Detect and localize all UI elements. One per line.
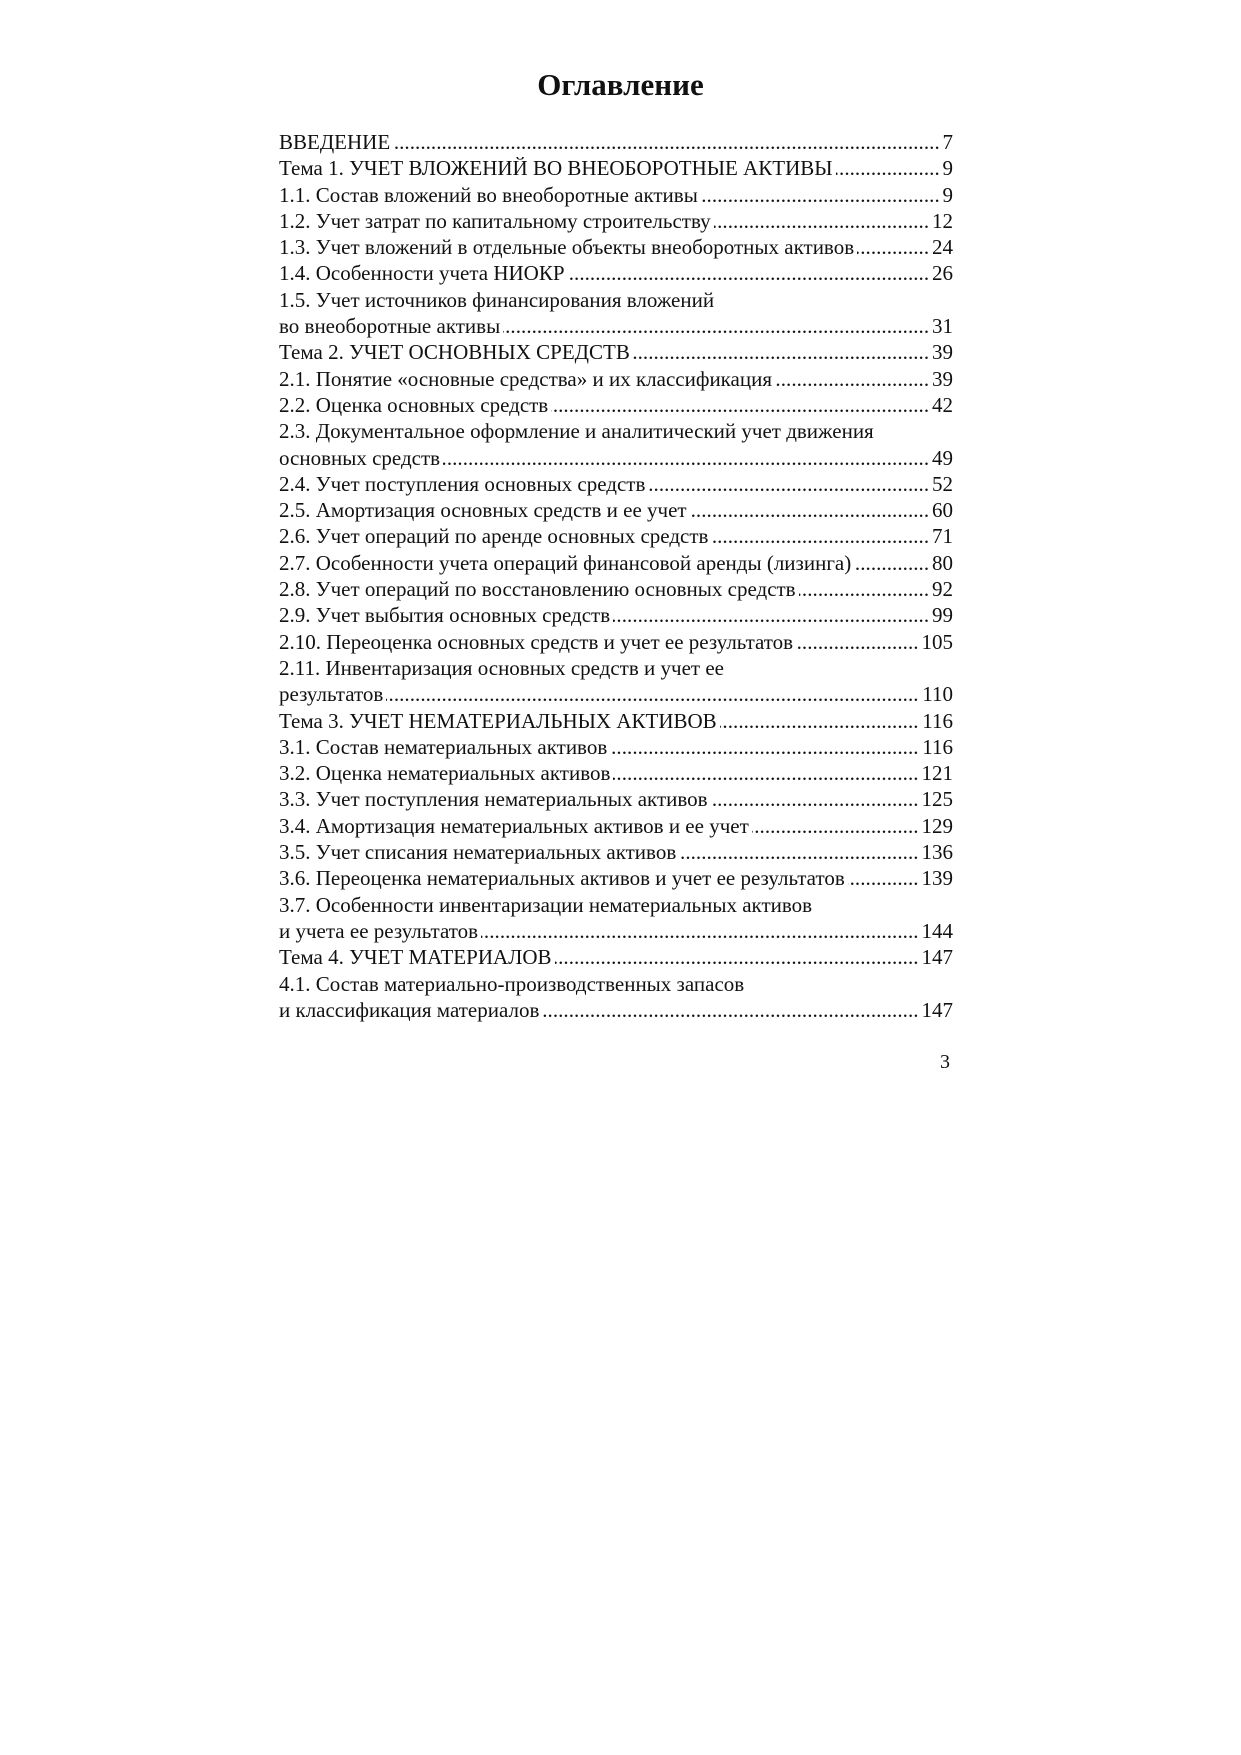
toc-entry-page: 9 [940,155,954,181]
toc-entry-title: 3.4. Амортизация нематериальных активов и ее учет [279,814,752,838]
toc-entry-title: 1.4. Особенности учета НИОКР [279,261,568,285]
toc-entry [279,339,953,365]
toc-entry-title: и классификация материалов [279,998,542,1022]
toc-entry [279,786,953,812]
toc-entry-title: 4.1. Состав материально-производственных запасов [279,972,747,996]
toc-entry [279,839,953,865]
toc-entry-page: 139 [919,865,954,891]
toc-entry-page: 110 [919,681,953,707]
toc-entry-page: 26 [929,260,953,286]
toc-entry [279,892,953,918]
toc-entry [279,260,953,286]
toc-entry-title: 2.3. Документальное оформление и аналитический учет движения [279,419,877,443]
toc-entry-title: 2.10. Переоценка основных средств и учет ее результатов [279,630,796,654]
page-number: 3 [940,1051,950,1073]
toc-entry-title: 3.1. Состав нематериальных активов [279,735,610,759]
toc-entry [279,944,953,970]
toc-entry [279,813,953,839]
toc-entry [279,497,953,523]
toc-entry-title: 3.3. Учет поступления нематериальных активов [279,787,711,811]
toc-entry-title: 1.3. Учет вложений в отдельные объекты внеоборотных активов [279,235,857,259]
toc-entry-page: 92 [929,576,953,602]
toc-entry [279,681,953,707]
toc-entry-title: 1.1. Состав вложений во внеоборотные активы [279,183,701,207]
toc-entry-title: 2.9. Учет выбытия основных средств [279,603,613,627]
page-title: Оглавление [537,67,704,102]
toc-entry [279,971,953,997]
toc-entry-page: 7 [940,129,954,155]
toc-entry-page: 80 [929,550,953,576]
toc-entry-page: 52 [929,471,953,497]
toc-entry [279,760,953,786]
toc-entry-page: 12 [929,208,953,234]
toc-entry-title: 2.7. Особенности учета операций финансовой аренды (лизинга) [279,551,854,575]
toc-entry-title: основных средств [279,446,443,470]
toc-entry-title: 2.6. Учет операций по аренде основных средств [279,524,711,548]
toc-entry-page: 144 [919,918,954,944]
toc-entry-title: ВВЕДЕНИЕ [279,130,393,154]
toc-entry-page: 105 [919,629,954,655]
toc-entry-page: 24 [929,234,953,260]
table-of-contents [279,129,953,1023]
toc-entry-title: 2.11. Инвентаризация основных средств и учет ее [279,656,727,680]
toc-entry [279,655,953,681]
toc-entry-title: 1.5. Учет источников финансирования вложений [279,288,717,312]
toc-entry-title: 2.8. Учет операций по восстановлению основных средств [279,577,799,601]
toc-entry-title: 3.6. Переоценка нематериальных активов и учет ее результатов [279,866,848,890]
toc-entry [279,234,953,260]
toc-entry [279,523,953,549]
toc-entry-title: 3.5. Учет списания нематериальных активов [279,840,679,864]
toc-entry [279,734,953,760]
toc-entry-title: Тема 1. УЧЕТ ВЛОЖЕНИЙ ВО ВНЕОБОРОТНЫЕ АКТИВЫ [279,156,836,180]
toc-entry-title: 2.1. Понятие «основные средства» и их классификация [279,367,775,391]
toc-entry-title: и учета ее результатов [279,919,481,943]
toc-entry-page: 49 [929,445,953,471]
toc-entry [279,129,953,155]
toc-entry-page: 147 [919,944,954,970]
toc-entry-title: 2.4. Учет поступления основных средств [279,472,648,496]
toc-entry-page: 125 [919,786,954,812]
toc-entry-page: 129 [919,813,954,839]
toc-entry-title: 2.2. Оценка основных средств [279,393,551,417]
toc-entry [279,708,953,734]
toc-entry-title: Тема 2. УЧЕТ ОСНОВНЫХ СРЕДСТВ [279,340,633,364]
toc-entry-page: 39 [929,366,953,392]
toc-entry-title: Тема 4. УЧЕТ МАТЕРИАЛОВ [279,945,555,969]
toc-entry [279,208,953,234]
toc-entry [279,576,953,602]
toc-entry-title: Тема 3. УЧЕТ НЕМАТЕРИАЛЬНЫХ АКТИВОВ [279,709,720,733]
toc-entry-page: 136 [919,839,954,865]
toc-entry-page: 99 [929,602,953,628]
toc-entry [279,471,953,497]
toc-entry-title: 2.5. Амортизация основных средств и ее учет [279,498,690,522]
toc-entry [279,418,953,444]
toc-entry [279,918,953,944]
toc-entry-page: 71 [929,523,953,549]
toc-entry-page: 121 [919,760,954,786]
toc-entry [279,155,953,181]
toc-entry-page: 116 [919,734,953,760]
toc-entry [279,997,953,1023]
toc-entry [279,366,953,392]
toc-entry [279,182,953,208]
toc-entry-title: 3.7. Особенности инвентаризации нематериальных активов [279,893,815,917]
toc-entry [279,602,953,628]
toc-entry-title: во внеоборотные активы [279,314,503,338]
toc-entry [279,550,953,576]
toc-entry-title: 1.2. Учет затрат по капитальному строительству [279,209,714,233]
toc-entry-page: 9 [940,182,954,208]
toc-entry-page: 39 [929,339,953,365]
toc-entry-title: 3.2. Оценка нематериальных активов [279,761,613,785]
toc-entry [279,392,953,418]
toc-entry [279,287,953,313]
toc-entry-title: результатов [279,682,386,706]
toc-entry [279,313,953,339]
toc-entry-page: 31 [929,313,953,339]
toc-entry [279,629,953,655]
toc-entry-page: 147 [919,997,954,1023]
toc-entry-page: 116 [919,708,953,734]
toc-entry [279,865,953,891]
toc-entry-page: 60 [929,497,953,523]
toc-entry [279,445,953,471]
toc-entry-page: 42 [929,392,953,418]
